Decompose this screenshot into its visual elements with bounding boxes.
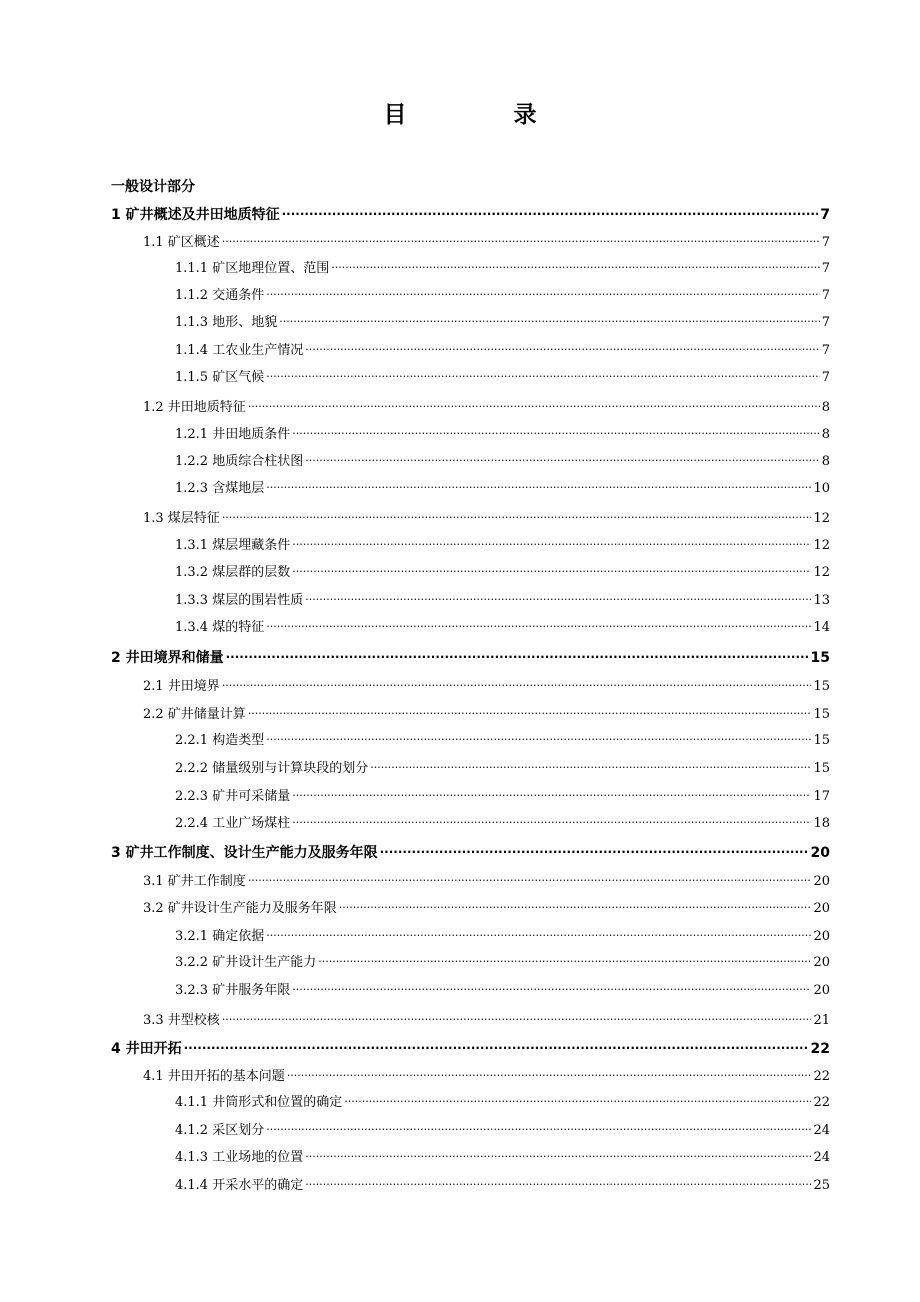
- toc-leader-dots: [287, 1066, 812, 1086]
- page-title: 目 录: [383, 102, 579, 128]
- toc-entry-label: 1.3 煤层特征: [143, 511, 220, 526]
- toc-leader-dots: [339, 898, 812, 918]
- toc-leader-dots: [344, 1092, 811, 1112]
- toc-entry-page: 20: [810, 845, 830, 861]
- toc-entry[interactable]: [143, 872, 830, 892]
- toc-entry-page: 15: [810, 650, 830, 666]
- toc-entry-page: 7: [821, 343, 830, 358]
- toc-entry-page: 15: [813, 733, 830, 748]
- toc-entry[interactable]: [111, 1039, 830, 1059]
- toc-leader-dots: [292, 786, 811, 806]
- toc-leader-dots: [292, 535, 811, 555]
- toc-entry-label: 4.1.2 采区划分: [175, 1123, 265, 1138]
- toc-entry[interactable]: [175, 452, 830, 472]
- toc-entry-label: 1.2.3 含煤地层: [175, 481, 265, 496]
- toc-entry-page: 21: [813, 1013, 830, 1028]
- toc-entry-label: 2.1 井田境界: [143, 679, 220, 694]
- toc-entry[interactable]: [175, 953, 830, 973]
- toc-entry-label: 3.3 井型校核: [143, 1013, 220, 1028]
- toc-entry-page: 24: [813, 1123, 830, 1138]
- toc-leader-dots: [292, 424, 820, 444]
- toc-entry[interactable]: [143, 1011, 830, 1031]
- toc-entry[interactable]: [143, 899, 830, 919]
- toc-entry[interactable]: [143, 233, 830, 253]
- toc-entry-label: 1.2 井田地质特征: [143, 400, 246, 415]
- toc-leader-dots: [266, 478, 811, 498]
- toc-entry-page: 12: [813, 538, 830, 553]
- toc-leader-dots: [248, 704, 812, 724]
- toc-entry-page: 20: [813, 983, 830, 998]
- toc-leader-dots: [370, 758, 811, 778]
- toc-entry-page: 20: [813, 874, 830, 889]
- toc-entry[interactable]: [175, 731, 830, 751]
- toc-entry[interactable]: [143, 705, 830, 725]
- toc-entry-label: 1.3.2 煤层群的层数: [175, 565, 291, 580]
- toc-entry[interactable]: [175, 536, 830, 556]
- part-heading: 一般设计部分: [111, 179, 195, 195]
- toc-entry-label: 2.2.1 构造类型: [175, 733, 265, 748]
- toc-entry-page: 22: [813, 1069, 830, 1084]
- toc-entry-page: 7: [821, 370, 830, 385]
- toc-entry-page: 8: [821, 400, 830, 415]
- toc-entry-label: 1.3.4 煤的特征: [175, 620, 265, 635]
- toc-entry[interactable]: [175, 259, 830, 279]
- toc-entry-page: 25: [813, 1178, 830, 1193]
- toc-leader-dots: [248, 397, 820, 417]
- toc-entry[interactable]: [111, 843, 830, 863]
- toc-entry-label: 1 矿井概述及井田地质特征: [111, 207, 280, 223]
- toc-entry-page: 15: [813, 679, 830, 694]
- toc-leader-dots: [292, 562, 811, 582]
- toc-entry-page: 14: [813, 620, 830, 635]
- toc-leader-dots: [305, 1175, 811, 1195]
- toc-leader-dots: [292, 980, 811, 1000]
- toc-entry-page: 22: [813, 1095, 830, 1110]
- toc-leader-dots: [331, 258, 820, 278]
- toc-entry[interactable]: [175, 618, 830, 638]
- toc-entry-page: 20: [813, 955, 830, 970]
- toc-entry-label: 1.2.2 地质综合柱状图: [175, 454, 304, 469]
- toc-entry[interactable]: [175, 1148, 830, 1168]
- toc-entry[interactable]: [175, 313, 830, 333]
- toc-entry-label: 1.1.1 矿区地理位置、范围: [175, 261, 330, 276]
- toc-entry-label: 4 井田开拓: [111, 1041, 182, 1057]
- toc-entry-label: 3.2 矿井设计生产能力及服务年限: [143, 901, 337, 916]
- toc-entry[interactable]: [175, 368, 830, 388]
- toc-leader-dots: [266, 1120, 811, 1140]
- toc-entry-label: 2.2.3 矿井可采储量: [175, 789, 291, 804]
- toc-leader-dots: [305, 1147, 811, 1167]
- toc-entry-label: 4.1.3 工业场地的位置: [175, 1150, 304, 1165]
- toc-leader-dots: [248, 871, 812, 891]
- toc-entry-label: 1.3.3 煤层的围岩性质: [175, 593, 304, 608]
- toc-entry-label: 1.1.2 交通条件: [175, 288, 265, 303]
- toc-entry[interactable]: [143, 398, 830, 418]
- toc-entry-page: 10: [813, 481, 830, 496]
- toc-entry-label: 1.1 矿区概述: [143, 235, 220, 250]
- toc-entry-label: 1.1.3 地形、地貌: [175, 315, 278, 330]
- toc-entry-label: 1.2.1 井田地质条件: [175, 427, 291, 442]
- toc-entry[interactable]: [175, 425, 830, 445]
- toc-leader-dots: [282, 204, 819, 224]
- toc-entry-page: 7: [821, 288, 830, 303]
- toc-leader-dots: [266, 730, 811, 750]
- toc-entry-label: 4.1 井田开拓的基本问题: [143, 1069, 285, 1084]
- toc-leader-dots: [305, 590, 811, 610]
- toc-entry-page: 22: [810, 1041, 830, 1057]
- toc-entry-page: 15: [813, 707, 830, 722]
- toc-entry-label: 3.2.2 矿井设计生产能力: [175, 955, 317, 970]
- toc-entry[interactable]: [175, 1121, 830, 1141]
- toc-entry-label: 1.1.5 矿区气候: [175, 370, 265, 385]
- toc-entry[interactable]: [175, 1176, 830, 1196]
- toc-entry-label: 1.1.4 工农业生产情况: [175, 343, 304, 358]
- toc-leader-dots: [318, 952, 811, 972]
- toc-entry[interactable]: [175, 981, 830, 1001]
- toc-entry-label: 2.2.2 储量级别与计算块段的划分: [175, 761, 369, 776]
- toc-leader-dots: [222, 508, 812, 528]
- toc-entry-page: 18: [813, 816, 830, 831]
- toc-entry[interactable]: [175, 341, 830, 361]
- toc-entry-page: 12: [813, 565, 830, 580]
- toc-leader-dots: [380, 842, 809, 862]
- toc-entry[interactable]: [175, 591, 830, 611]
- toc-leader-dots: [222, 232, 820, 252]
- toc-entry-label: 3 矿井工作制度、设计生产能力及服务年限: [111, 845, 378, 861]
- toc-entry[interactable]: [143, 509, 830, 529]
- toc-leader-dots: [305, 340, 820, 360]
- toc-entry-page: 7: [820, 207, 830, 223]
- toc-leader-dots: [266, 285, 820, 305]
- toc-entry[interactable]: [175, 814, 830, 834]
- toc-leader-dots: [266, 926, 811, 946]
- toc-entry[interactable]: [175, 563, 830, 583]
- toc-entry-page: 20: [813, 929, 830, 944]
- toc-entry-label: 4.1.1 井筒形式和位置的确定: [175, 1095, 343, 1110]
- toc-entry-page: 7: [821, 235, 830, 250]
- toc-entry-label: 4.1.4 开采水平的确定: [175, 1178, 304, 1193]
- toc-entry-page: 12: [813, 511, 830, 526]
- toc-leader-dots: [222, 1010, 812, 1030]
- toc-entry-label: 2.2.4 工业广场煤柱: [175, 816, 291, 831]
- toc-entry-page: 7: [821, 315, 830, 330]
- toc-entry[interactable]: [175, 479, 830, 499]
- toc-entry[interactable]: [175, 1093, 830, 1113]
- toc-entry-page: 20: [813, 901, 830, 916]
- toc-entry[interactable]: [143, 677, 830, 697]
- toc-entry[interactable]: [175, 927, 830, 947]
- toc-leader-dots: [184, 1038, 809, 1058]
- toc-entry[interactable]: [111, 205, 830, 225]
- toc-leader-dots: [292, 813, 811, 833]
- toc-entry-label: 2 井田境界和储量: [111, 650, 224, 666]
- toc-leader-dots: [279, 312, 820, 332]
- toc-entry-label: 3.2.3 矿井服务年限: [175, 983, 291, 998]
- toc-entry-label: 2.2 矿井储量计算: [143, 707, 246, 722]
- toc-entry-page: 17: [813, 789, 830, 804]
- toc-leader-dots: [226, 647, 809, 667]
- toc-entry-page: 24: [813, 1150, 830, 1165]
- toc-leader-dots: [266, 617, 811, 637]
- toc-entry[interactable]: [175, 759, 830, 779]
- toc-entry-page: 13: [813, 593, 830, 608]
- toc-entry-page: 7: [821, 261, 830, 276]
- toc-entry[interactable]: [143, 1067, 830, 1087]
- toc-entry-label: 1.3.1 煤层埋藏条件: [175, 538, 291, 553]
- toc-entry-page: 8: [821, 454, 830, 469]
- toc-entry[interactable]: [175, 787, 830, 807]
- toc-entry-page: 15: [813, 761, 830, 776]
- toc-entry[interactable]: [111, 648, 830, 668]
- toc-leader-dots: [266, 367, 820, 387]
- toc-leader-dots: [222, 676, 812, 696]
- toc-entry-label: 3.1 矿井工作制度: [143, 874, 246, 889]
- toc-entry[interactable]: [175, 286, 830, 306]
- toc-entry-label: 3.2.1 确定依据: [175, 929, 265, 944]
- toc-leader-dots: [305, 451, 820, 471]
- toc-entry-page: 8: [821, 427, 830, 442]
